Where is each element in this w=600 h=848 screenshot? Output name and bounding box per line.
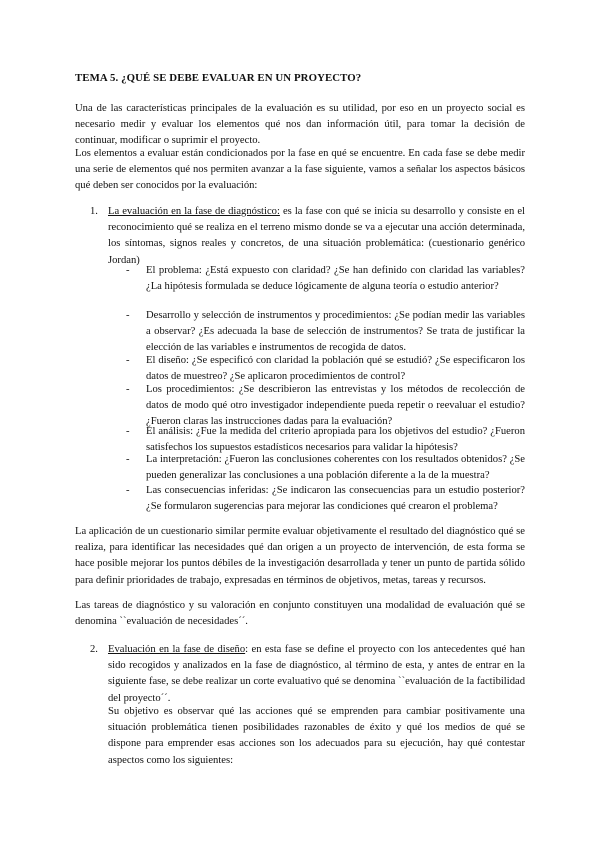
bullet-dash: - (126, 485, 130, 496)
section-2-paragraph-2: Su objetivo es observar qué las acciones qué se emprenden para cambiar positivamente una situación problemática tienen posibilidades razonables de éxito y qué los medios de qué se dispone para emprender esas acciones son los adecuados para su ejecución, hay qué contestar aspectos como los siguientes: (108, 706, 525, 766)
bullet-dash: - (126, 384, 130, 395)
intro-paragraph-1: Una de las características principales de la evaluación es su utilidad, por eso en un proyecto social es necesario medir y evaluar los elementos qué nos dan información útil, para tomar la decisión de continuar, modificar o suprimir el proyecto. (75, 103, 525, 147)
bullet-instruments: Desarrollo y selección de instrumentos y procedimientos: ¿Se podían medir las variables a observar? ¿Es adecuada la base de selección de instrumentos? Se trata de justificar la elección de las variables e instrumentos de recogida de datos. (146, 310, 525, 354)
page-title: TEMA 5. ¿QUÉ SE DEBE EVALUAR EN UN PROYECTO? (75, 72, 362, 84)
section-2-number: 2. (90, 644, 98, 655)
section-1-number: 1. (90, 206, 98, 217)
section-1-text: es la fase con qué se inicia su desarrollo y consiste en el reconocimiento qué se realiza en el terreno mismo donde se va a ejecutar una acción determinada, los síntomas, signos reales y concretos, de una situación problemática: (cuestionario genérico Jordan) (108, 206, 525, 266)
bullet-procedures: Los procedimientos: ¿Se describieron las entrevistas y los métodos de recolección de datos de modo qué otro investigador independiente pueda repetir o reevaluar el estudio? ¿Fueron claras las instrucciones dadas para la evaluación? (146, 384, 525, 428)
section-2-heading: Evaluación en la fase de diseño (108, 644, 246, 655)
bullet-problem: El problema: ¿Está expuesto con claridad? ¿Se han definido con claridad las variables? ¿La hipótesis formulada se deduce lógicamente de alguna teoría o estudio anterior? (146, 265, 525, 293)
after-paragraph-1: La aplicación de un cuestionario similar permite evaluar objetivamente el resultado del diagnóstico qué se realiza, para identificar las necesidades qué dan origen a un proyecto de intervención, de esta forma se hace posible mejorar los puntos débiles de la investigación desarrollada y tener un punto de partida sólido para definir prioridades de trabajo, expresadas en términos de objetivos, metas, tareas y recursos. (75, 526, 525, 586)
after-paragraph-2: Las tareas de diagnóstico y su valoración en conjunto constituyen una modalidad de evaluación qué se denomina ``evaluación de necesidades´´. (75, 600, 525, 628)
section-2-text: : en esta fase se define el proyecto con los antecedentes qué han sido recogidos y analizados en la fase de diagnóstico, al término de esta, y antes de entrar en la siguiente fase, se debe realizar un corte evaluativo qué se denomina ``evaluación de la factibilidad del proyecto´´. (108, 644, 526, 704)
bullet-dash: - (126, 265, 130, 276)
section-1-intro (108, 204, 525, 269)
bullet-design: El diseño: ¿Se especificó con claridad la población qué se estudió? ¿Se especificaron los datos de muestreo? ¿Se aplicaron procedimientos de control? (146, 355, 525, 383)
bullet-dash: - (126, 310, 130, 321)
bullet-interpretation: La interpretación: ¿Fueron las conclusiones coherentes con los resultados obtenidos? ¿Se pueden generalizar las conclusiones a una población diferente a la de la muestra? (146, 454, 525, 482)
section-1-heading: La evaluación en la fase de diagnóstico: (108, 206, 280, 217)
bullet-dash: - (126, 355, 130, 366)
intro-paragraph-2: Los elementos a evaluar están condicionados por la fase en qué se encuentre. En cada fase se debe medir una serie de elementos qué nos permiten avanzar a la fase siguiente, vamos a señalar los aspectos básicos qué deben ser conocidos por la evaluación: (75, 148, 525, 192)
bullet-analysis: El análisis: ¿Fue la medida del criterio apropiada para los objetivos del estudio? ¿Fueron satisfechos los supuestos estadísticos necesarios para validar la hipótesis? (146, 426, 525, 454)
bullet-dash: - (126, 454, 130, 465)
section-2-intro (108, 642, 525, 707)
bullet-consequences: Las consecuencias inferidas: ¿Se indicaron las consecuencias para un estudio posterior? ¿Se formularon sugerencias para mejorar las condiciones qué crearon el problema? (146, 485, 525, 513)
bullet-dash: - (126, 426, 130, 437)
